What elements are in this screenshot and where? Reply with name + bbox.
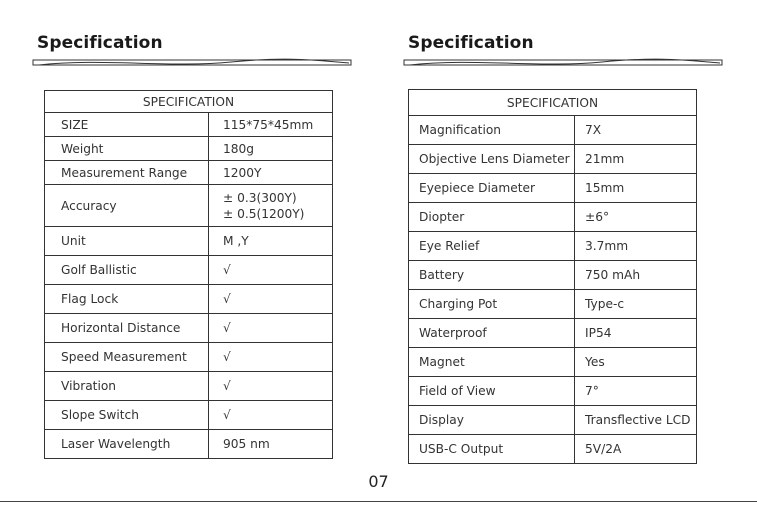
- table-row: [45, 343, 333, 372]
- row-value: 1200Y: [209, 161, 333, 185]
- check-mark: √: [209, 314, 333, 343]
- check-mark: √: [209, 343, 333, 372]
- right-heading: Specification: [408, 33, 534, 53]
- row-label: Laser Wavelength: [45, 430, 209, 459]
- row-label: Flag Lock: [45, 285, 209, 314]
- row-value: 750 mAh: [575, 261, 697, 290]
- table-row: [45, 137, 333, 161]
- table-row: [409, 290, 697, 319]
- right-spec-table: [408, 89, 697, 464]
- row-label: Measurement Range: [45, 161, 209, 185]
- check-mark: √: [209, 256, 333, 285]
- table-row: [409, 377, 697, 406]
- table-row: [45, 256, 333, 285]
- row-label: Slope Switch: [45, 401, 209, 430]
- row-label: SIZE: [45, 113, 209, 137]
- row-value: 21mm: [575, 145, 697, 174]
- row-label: Eyepiece Diameter: [409, 174, 575, 203]
- row-label: USB-C Output: [409, 435, 575, 464]
- row-value: 115*75*45mm: [209, 113, 333, 137]
- row-label: Display: [409, 406, 575, 435]
- row-value: ±6°: [575, 203, 697, 232]
- table-row: [409, 116, 697, 145]
- right-table-title: SPECIFICATION: [409, 90, 697, 116]
- row-label: Battery: [409, 261, 575, 290]
- table-row: [45, 185, 333, 227]
- table-row: [409, 174, 697, 203]
- table-row: [409, 435, 697, 464]
- row-label: Objective Lens Diameter: [409, 145, 575, 174]
- row-value: Transflective LCD: [575, 406, 697, 435]
- accuracy-line: ± 0.5(1200Y): [223, 206, 305, 221]
- table-row: [409, 145, 697, 174]
- table-row: [45, 401, 333, 430]
- page-number: 07: [368, 472, 389, 491]
- accuracy-line: ± 0.3(300Y): [223, 190, 297, 205]
- table-row: [409, 348, 697, 377]
- row-value: 7X: [575, 116, 697, 145]
- row-label: Field of View: [409, 377, 575, 406]
- row-value: 7°: [575, 377, 697, 406]
- left-spec-table: [44, 90, 333, 459]
- row-value: 5V/2A: [575, 435, 697, 464]
- row-label: Magnification: [409, 116, 575, 145]
- table-row: [45, 372, 333, 401]
- row-label: Unit: [45, 227, 209, 256]
- row-label: Eye Relief: [409, 232, 575, 261]
- left-table-title: SPECIFICATION: [45, 91, 333, 113]
- row-value: Yes: [575, 348, 697, 377]
- row-label: Vibration: [45, 372, 209, 401]
- row-label: Horizontal Distance: [45, 314, 209, 343]
- table-row: [45, 227, 333, 256]
- table-row: [45, 161, 333, 185]
- table-row: [409, 232, 697, 261]
- row-value: 905 nm: [209, 430, 333, 459]
- left-heading-underline: [31, 56, 355, 70]
- row-label: Charging Pot: [409, 290, 575, 319]
- row-label: Speed Measurement: [45, 343, 209, 372]
- table-row: [409, 261, 697, 290]
- table-row: [45, 430, 333, 459]
- row-label: Accuracy: [45, 185, 209, 227]
- row-value: Type-c: [575, 290, 697, 319]
- row-value: 3.7mm: [575, 232, 697, 261]
- table-row: [45, 113, 333, 137]
- row-label: Golf Ballistic: [45, 256, 209, 285]
- row-label: Magnet: [409, 348, 575, 377]
- table-row: [45, 285, 333, 314]
- row-label: Diopter: [409, 203, 575, 232]
- check-mark: √: [209, 285, 333, 314]
- left-heading: Specification: [37, 33, 163, 53]
- row-value: 15mm: [575, 174, 697, 203]
- bottom-divider: [0, 501, 757, 502]
- row-label: Weight: [45, 137, 209, 161]
- table-row: [409, 203, 697, 232]
- row-value: [209, 185, 333, 227]
- check-mark: √: [209, 372, 333, 401]
- row-value: 180g: [209, 137, 333, 161]
- row-value: M ,Y: [209, 227, 333, 256]
- row-value: IP54: [575, 319, 697, 348]
- table-row: [45, 314, 333, 343]
- right-heading-underline: [402, 56, 726, 70]
- check-mark: √: [209, 401, 333, 430]
- table-row: [409, 406, 697, 435]
- table-row: [409, 319, 697, 348]
- row-label: Waterproof: [409, 319, 575, 348]
